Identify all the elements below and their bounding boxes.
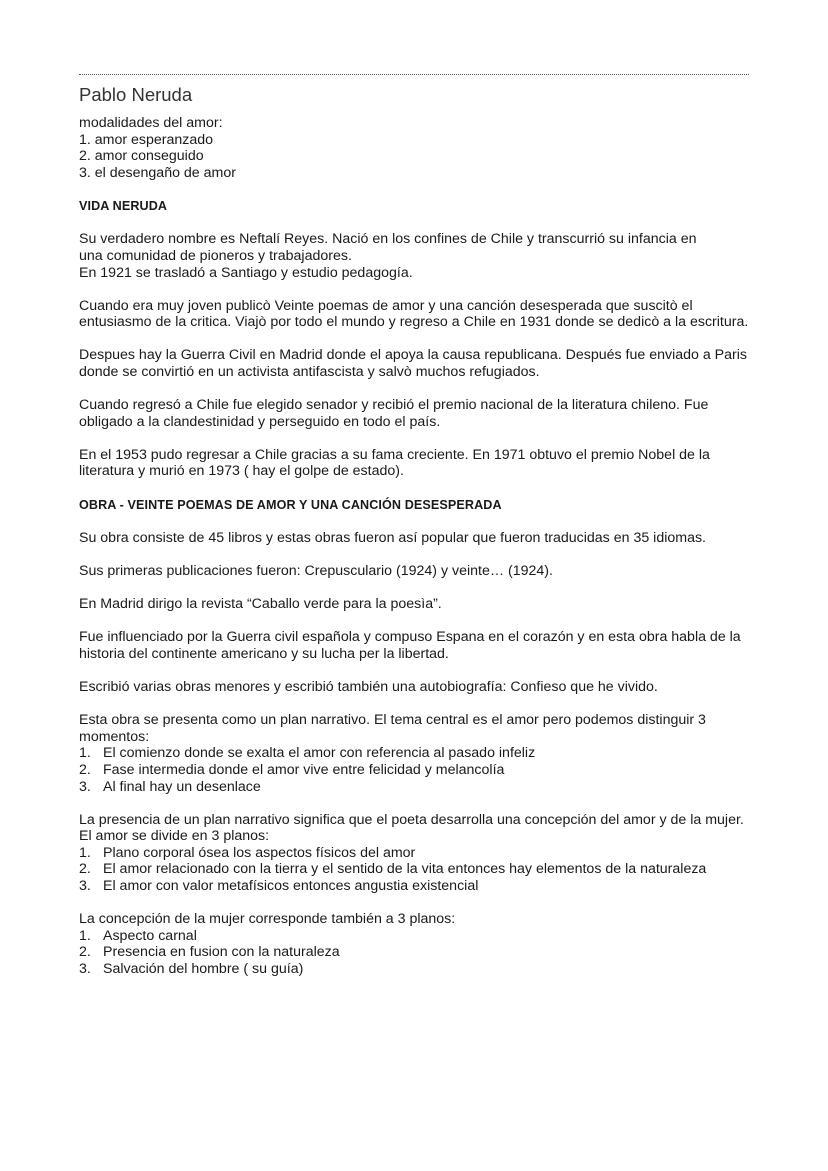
intro-item: 1. amor esperanzado [79, 131, 214, 148]
vida-paragraph-2: Cuando era muy joven publicò Veinte poemas de amor y una canción desesperada que suscitò el entusiasmo de la critica. Viajò por todo el mundo y regreso a Chile en 1931 donde se dedicò a la escritura. [79, 297, 749, 331]
obra-paragraph-1: Su obra consiste de 45 libros y estas obras fueron así popular que fueron traducidas en 35 idiomas. [79, 530, 706, 547]
obra-paragraph-5: Escribió varias obras menores y escribió también una autobiografía: Confieso que he vivido. [79, 679, 658, 696]
page-title: Pablo Neruda [79, 84, 193, 105]
obra-paragraph-3: En Madrid dirigo la revista “Caballo verde para la poesìa”. [79, 596, 442, 613]
vida-paragraph-5: En el 1953 pudo regresar a Chile gracias a su fama creciente. En 1971 obtuvo el premio Nobel de la literatura y murió en 1973 ( hay el golpe de estado). [79, 446, 710, 480]
vida-paragraph-1 [79, 231, 749, 281]
mujer-block [79, 911, 749, 977]
list-text: Aspecto carnal [103, 927, 197, 944]
dotted-divider [79, 74, 749, 75]
list-text: Salvación del hombre ( su guía) [103, 960, 304, 977]
intro-block [79, 115, 749, 181]
vida-p1-line: Su verdadero nombre es Neftalí Reyes. Nació en los confines de Chile y transcurrió su infancia en [79, 231, 697, 248]
vida-paragraph-4: Cuando regresó a Chile fue elegido senador y recibió el premio nacional de la literatura chileno. Fue obligado a la clandestinidad y perseguido en todo el país. [79, 397, 709, 430]
list-number: 2. [79, 861, 91, 878]
list-text: El amor relacionado con la tierra y el sentido de la vita entonces hay elementos de la naturaleza [103, 861, 707, 878]
list-number: 3. [79, 960, 91, 977]
list-item [79, 878, 749, 895]
list-number: 1. [79, 844, 91, 861]
list-text: Al final hay un desenlace [103, 778, 261, 795]
section-heading-vida: VIDA NERUDA [79, 198, 168, 213]
list-number: 1. [79, 745, 91, 762]
list-text: Fase intermedia donde el amor vive entre felicidad y melancolía [103, 761, 505, 778]
list-text: El comienzo donde se exalta el amor con referencia al pasado infeliz [103, 745, 536, 762]
planos-block [79, 812, 749, 895]
momentos-lead: Esta obra se presenta como un plan narrativo. El tema central es el amor pero podemos distinguir 3 momentos: [79, 712, 706, 745]
list-text: Plano corporal ósea los aspectos físicos del amor [103, 844, 416, 861]
list-text: Presencia en fusion con la naturaleza [103, 944, 340, 961]
document-page [79, 74, 749, 994]
list-number: 3. [79, 878, 91, 894]
list-item [79, 944, 749, 961]
intro-item: 2. amor conseguido [79, 148, 204, 165]
obra-paragraph-4: Fue influenciado por la Guerra civil española y compuso Espana en el corazón y en esta obra habla de la historia del continente americano y su lucha per la libertad. [79, 629, 741, 662]
planos-lead: La presencia de un plan narrativo significa que el poeta desarrolla una concepción del amor y de la mujer. [79, 811, 744, 828]
mujer-lead: La concepción de la mujer corresponde también a 3 planos: [79, 911, 456, 928]
vida-p1-line: una comunidad de pioneros y trabajadores. [79, 248, 352, 265]
list-number: 1. [79, 927, 91, 944]
vida-paragraph-3: Despues hay la Guerra Civil en Madrid donde el apoya la causa republicana. Después fue enviado a Paris donde se convirtió en un activista antifascista y salvò muchos refugiados. [79, 347, 747, 381]
list-item [79, 845, 749, 862]
list-number: 2. [79, 944, 91, 961]
list-item [79, 745, 749, 762]
list-item [79, 928, 749, 945]
list-text: El amor con valor metafísicos entonces angustia existencial [103, 878, 479, 894]
mujer-list [79, 928, 749, 978]
momentos-block [79, 712, 749, 795]
vida-p1-line: En 1921 se trasladó a Santiago y estudio pedagogía. [79, 264, 413, 281]
list-item [79, 779, 749, 796]
intro-lead: modalidades del amor: [79, 115, 223, 131]
section-heading-obra: OBRA - VEINTE POEMAS DE AMOR Y UNA CANCIÓN DESESPERADA [79, 497, 502, 512]
list-number: 3. [79, 778, 91, 795]
obra-paragraph-2: Sus primeras publicaciones fueron: Crepusculario (1924) y veinte… (1924). [79, 563, 553, 580]
list-item [79, 861, 749, 878]
planos-lead: El amor se divide en 3 planos: [79, 828, 270, 845]
momentos-list [79, 745, 749, 795]
intro-item: 3. el desengaño de amor [79, 164, 236, 181]
list-number: 2. [79, 761, 91, 778]
list-item [79, 762, 749, 779]
planos-list [79, 845, 749, 895]
list-item [79, 961, 749, 978]
